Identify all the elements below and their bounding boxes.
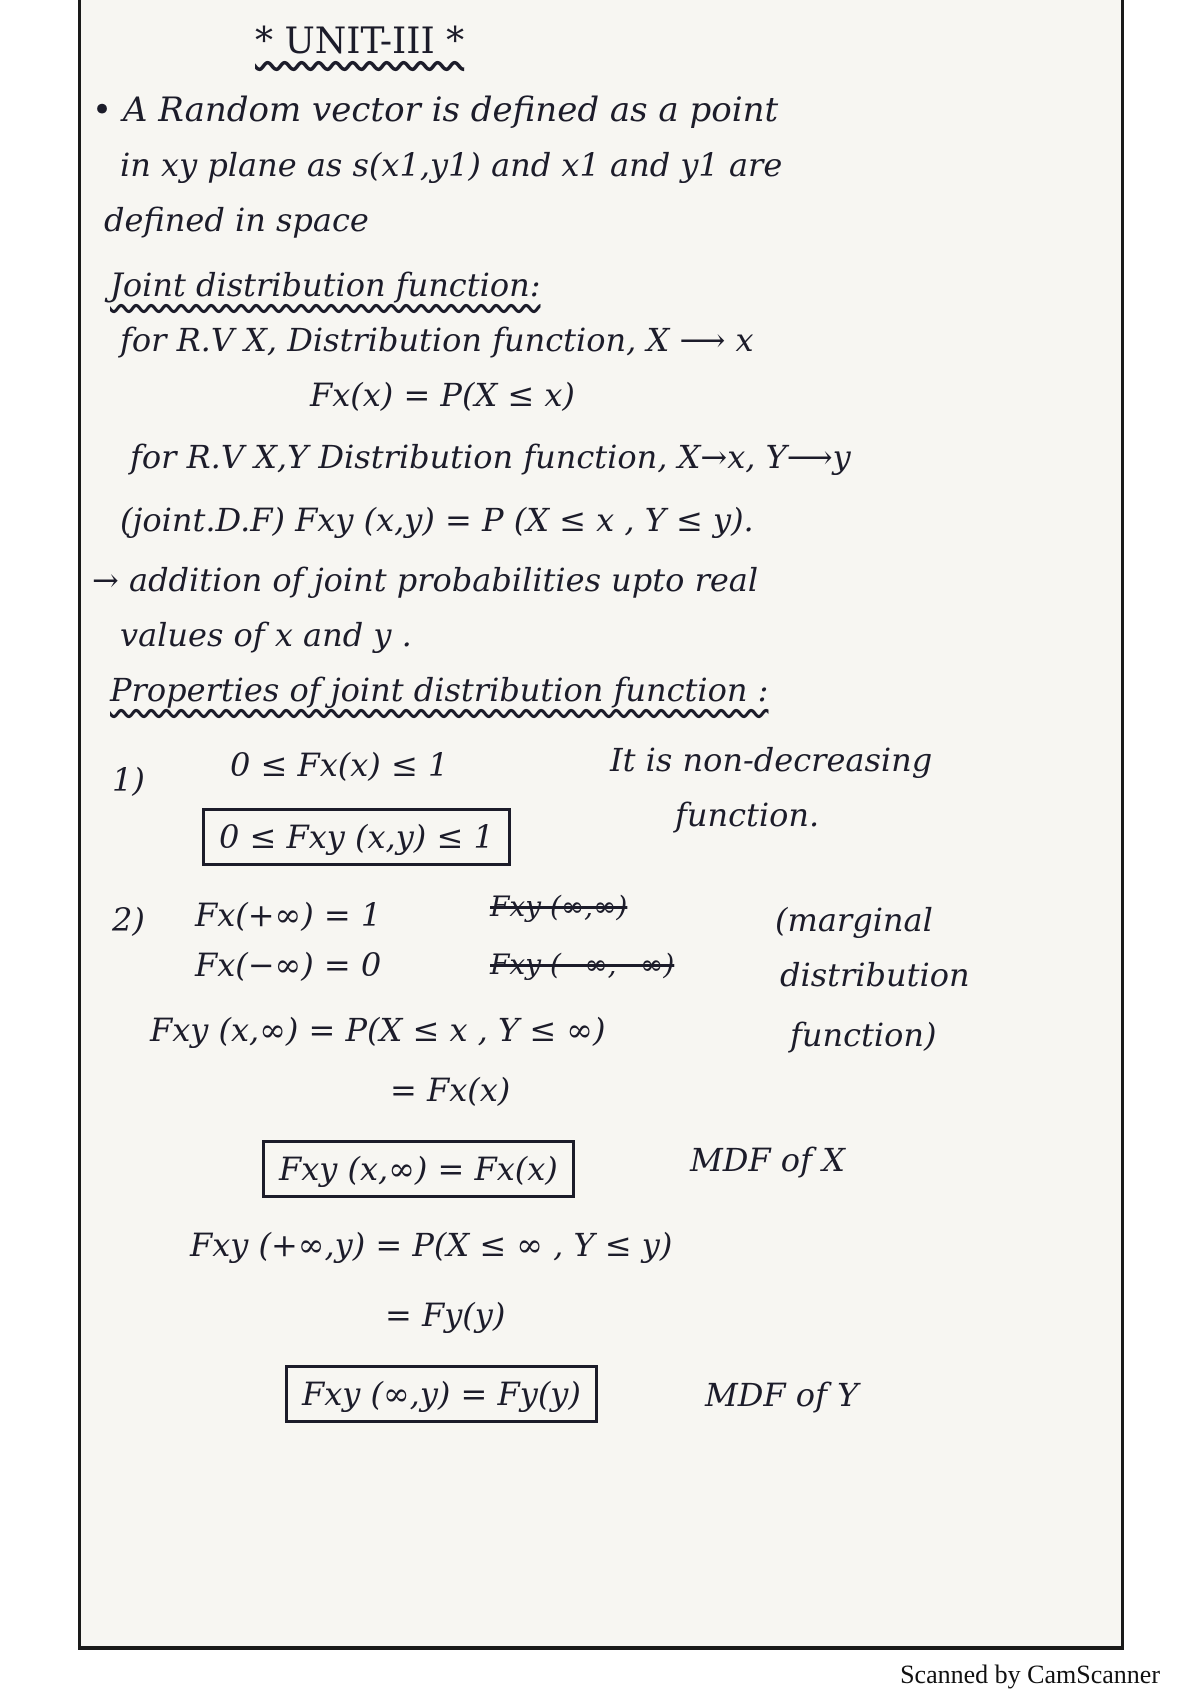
text-line-addition: → addition of joint probabilities upto real — [92, 561, 759, 599]
text-distribution: distribution — [780, 956, 970, 994]
label-mdf-y: MDF of Y — [705, 1376, 859, 1414]
formula-mdf-y-boxed: Fxy (∞,y) = Fy(y) — [285, 1365, 598, 1423]
formula-fx: Fx(x) = P(X ≤ x) — [310, 376, 575, 414]
formula-fxy-inf-y: Fxy (+∞,y) = P(X ≤ ∞ , Y ≤ y) — [190, 1226, 673, 1264]
text-marginal: (marginal — [775, 901, 933, 939]
formula-fx-bounds: 0 ≤ Fx(x) ≤ 1 — [230, 746, 449, 784]
text-line-2: in xy plane as s(x1,y1) and x1 and y1 are — [120, 146, 783, 184]
formula-fx-plus-inf: Fx(+∞) = 1 — [195, 896, 382, 934]
scanner-watermark: Scanned by CamScanner — [900, 1660, 1160, 1689]
text-line-values: values of x and y . — [120, 616, 412, 654]
formula-fxy-bounds-boxed: 0 ≤ Fxy (x,y) ≤ 1 — [202, 808, 511, 866]
text-line-rv-xy: for R.V X,Y Distribution function, X→x, Y⟶y — [130, 438, 851, 476]
formula-mdf-x-boxed: Fxy (x,∞) = Fx(x) — [262, 1140, 575, 1198]
formula-fx-minus-inf: Fx(−∞) = 0 — [195, 946, 382, 984]
text-non-decreasing: It is non-decreasing — [610, 741, 933, 779]
text-line-1: • A Random vector is defined as a point — [92, 90, 779, 130]
struck-formula-1: Fxy (∞,∞) — [490, 890, 628, 923]
label-mdf-x: MDF of X — [690, 1141, 845, 1179]
property-number-2: 2) — [112, 901, 145, 939]
formula-equals-fy: = Fy(y) — [385, 1296, 506, 1334]
text-line-rv-x: for R.V X, Distribution function, X ⟶ x — [120, 321, 754, 359]
formula-joint-df: (joint.D.F) Fxy (x,y) = P (X ≤ x , Y ≤ y). — [120, 501, 754, 539]
text-function-close: function) — [790, 1016, 937, 1054]
property-number-1: 1) — [112, 761, 145, 799]
text-function: function. — [675, 796, 820, 834]
section-heading-joint-df: Joint distribution function: — [110, 266, 541, 304]
text-line-3: defined in space — [104, 201, 369, 239]
struck-formula-2: Fxy (−∞,−∞) — [490, 948, 675, 981]
page-title: * UNIT-III * — [255, 21, 465, 62]
formula-fxy-x-inf: Fxy (x,∞) = P(X ≤ x , Y ≤ ∞) — [150, 1011, 606, 1049]
section-heading-properties: Properties of joint distribution function : — [110, 671, 769, 709]
formula-equals-fx: = Fx(x) — [390, 1071, 511, 1109]
